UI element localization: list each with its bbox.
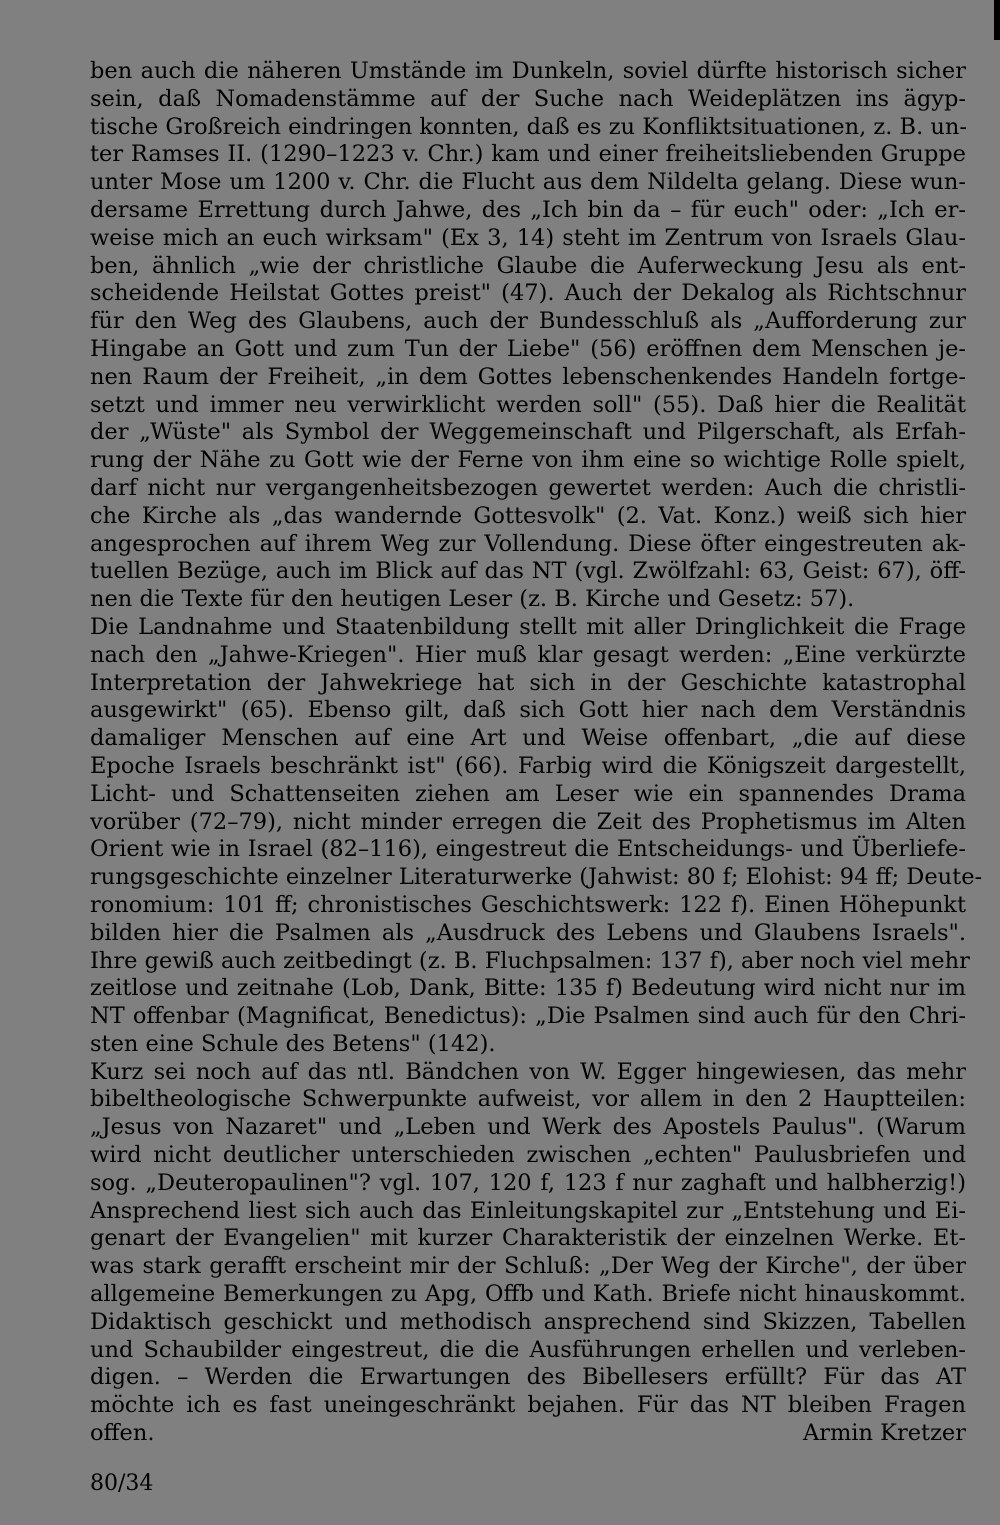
text-line: Didaktisch geschickt und methodisch ansprechend sind Skizzen, Tabellen <box>90 1308 966 1335</box>
text-line: ronomium: 101 ff; chronistisches Geschichtswerk: 122 f). Einen Höhepunkt <box>90 891 966 918</box>
scan-edge-mark <box>994 0 1000 40</box>
text-line: bibeltheologische Schwerpunkte aufweist, vor allem in den 2 Hauptteilen: <box>90 1086 966 1113</box>
text-line: NT offenbar (Magnificat, Benedictus): „Die Psalmen sind auch für den Chri- <box>90 1003 966 1030</box>
paragraph <box>90 58 966 614</box>
text-line: tische Großreich eindringen konnten, daß es zu Konfliktsituationen, z. B. un- <box>90 113 967 140</box>
text-line: zeitlose und zeitnahe (Lob, Dank, Bitte: 135 f) Bedeutung wird nicht nur im <box>90 975 966 1002</box>
text-line: unter Mose um 1200 v. Chr. die Flucht aus dem Nildelta gelang. Diese wun- <box>90 169 966 196</box>
review-text <box>90 58 983 1448</box>
text-line: Kurz sei noch auf das ntl. Bändchen von W. Egger hingewiesen, das mehr <box>90 1058 966 1085</box>
text-line: weise mich an euch wirksam" (Ex 3, 14) steht im Zentrum von Israels Glau- <box>90 224 966 251</box>
text-line: Die Landnahme und Staatenbildung stellt mit aller Dringlichkeit die Frage <box>90 613 966 640</box>
text-line: setzt und immer neu verwirklicht werden soll" (55). Daß hier die Realität <box>90 391 966 418</box>
text-line: darf nicht nur vergangenheitsbezogen gewertet werden: Auch die christli- <box>90 474 966 501</box>
paragraph <box>90 613 983 1059</box>
text-line: bilden hier die Psalmen als „Ausdruck des Lebens und Glaubens Israels". <box>90 919 966 946</box>
text-line: Ihre gewiß auch zeitbedingt (z. B. Fluchpsalmen: 137 f), aber noch viel mehr <box>90 947 970 974</box>
author-signature: Armin Kretzer <box>802 1420 966 1447</box>
text-line: und Schaubilder eingestreut, die die Ausführungen erhellen und verleben- <box>90 1336 966 1363</box>
text-line: ben auch die näheren Umstände im Dunkeln, soviel dürfte historisch sicher <box>90 58 966 84</box>
text-line: allgemeine Bemerkungen zu Apg, Offb und Kath. Briefe nicht hinauskommt. <box>90 1281 966 1308</box>
text-line: für den Weg des Glaubens, auch der Bundesschluß als „Aufforderung zur <box>90 308 966 335</box>
page-number: 80/34 <box>90 1471 154 1496</box>
text-line: nach den „Jahwe-Kriegen". Hier muß klar gesagt werden: „Eine verkürzte <box>90 641 966 668</box>
text-line: rung der Nähe zu Gott wie der Ferne von ihm eine so wichtige Rolle spielt, <box>90 447 966 474</box>
text-line: wird nicht deutlicher unterschieden zwischen „echten" Paulusbriefen und <box>90 1142 966 1169</box>
text-line: was stark gerafft erscheint mir der Schluß: „Der Weg der Kirche", der über <box>90 1253 966 1280</box>
text-line: Hingabe an Gott und zum Tun der Liebe" (56) eröffnen dem Menschen je- <box>90 335 966 362</box>
text-line: Orient wie in Israel (82–116), eingestreut die Entscheidungs- und Überliefe- <box>90 836 966 863</box>
text-line: möchte ich es fast uneingeschränkt bejahen. Für das NT bleiben Fragen <box>90 1392 966 1419</box>
text-line: ter Ramses II. (1290–1223 v. Chr.) kam und einer freiheitsliebenden Gruppe <box>90 141 966 168</box>
text-line: nen Raum der Freiheit, „in dem Gottes lebenschenkendes Handeln fortge- <box>90 363 966 390</box>
text-line: Licht- und Schattenseiten ziehen am Leser wie ein spannendes Drama <box>90 780 966 807</box>
text-line: tuellen Bezüge, auch im Blick auf das NT (vgl. Zwölfzahl: 63, Geist: 67), öff- <box>90 558 966 585</box>
text-line: ben, ähnlich „wie der christliche Glaube die Auferweckung Jesu als ent- <box>90 252 966 279</box>
text-line: sog. „Deuteropaulinen"? vgl. 107, 120 f, 123 f nur zaghaft und halbherzig!) <box>90 1169 966 1196</box>
text-line: nen die Texte für den heutigen Leser (z. B. Kirche und Gesetz: 57). <box>90 586 855 613</box>
text-line: der „Wüste" als Symbol der Weggemeinschaft und Pilgerschaft, als Erfah- <box>90 419 966 446</box>
text-line: dersame Errettung durch Jahwe, des „Ich bin da – für euch" oder: „Ich er- <box>90 196 966 223</box>
text-line: Epoche Israels beschränkt ist" (66). Farbig wird die Königszeit dargestellt, <box>90 752 966 779</box>
closing-line <box>90 1420 966 1448</box>
text-line: che Kirche als „das wandernde Gottesvolk" (2. Vat. Konz.) weiß sich hier <box>90 502 966 529</box>
text-line: „Jesus von Nazaret" und „Leben und Werk des Apostels Paulus". (Warum <box>90 1114 966 1141</box>
paragraph <box>90 1059 966 1420</box>
text-line: genart der Evangelien" mit kurzer Charakteristik der einzelnen Werke. Et- <box>90 1225 966 1252</box>
closing-word: offen. <box>90 1420 155 1447</box>
text-line: angesprochen auf ihrem Weg zur Vollendung. Diese öfter eingestreuten ak- <box>90 530 966 557</box>
text-line: Interpretation der Jahwekriege hat sich in der Geschichte katastrophal <box>90 669 966 696</box>
text-line: ausgewirkt" (65). Ebenso gilt, daß sich Gott hier nach dem Verständnis <box>90 697 966 724</box>
text-line: Ansprechend liest sich auch das Einleitungskapitel zur „Entstehung und Ei- <box>90 1197 966 1224</box>
text-line: vorüber (72–79), nicht minder erregen die Zeit des Prophetismus im Alten <box>90 808 966 835</box>
text-line: scheidende Heilstat Gottes preist" (47). Auch der Dekalog als Richtschnur <box>90 280 966 307</box>
text-line: damaliger Menschen auf eine Art und Weise offenbart, „die auf diese <box>90 725 966 752</box>
paragraph-container <box>90 58 983 1420</box>
text-line: sten eine Schule des Betens" (142). <box>90 1030 496 1057</box>
text-line: rungsgeschichte einzelner Literaturwerke (Jahwist: 80 f; Elohist: 94 ff; Deute- <box>90 864 983 891</box>
text-line: digen. – Werden die Erwartungen des Bibellesers erfüllt? Für das AT <box>90 1364 966 1391</box>
text-line: sein, daß Nomadenstämme auf der Suche nach Weideplätzen ins ägyp- <box>90 85 966 112</box>
